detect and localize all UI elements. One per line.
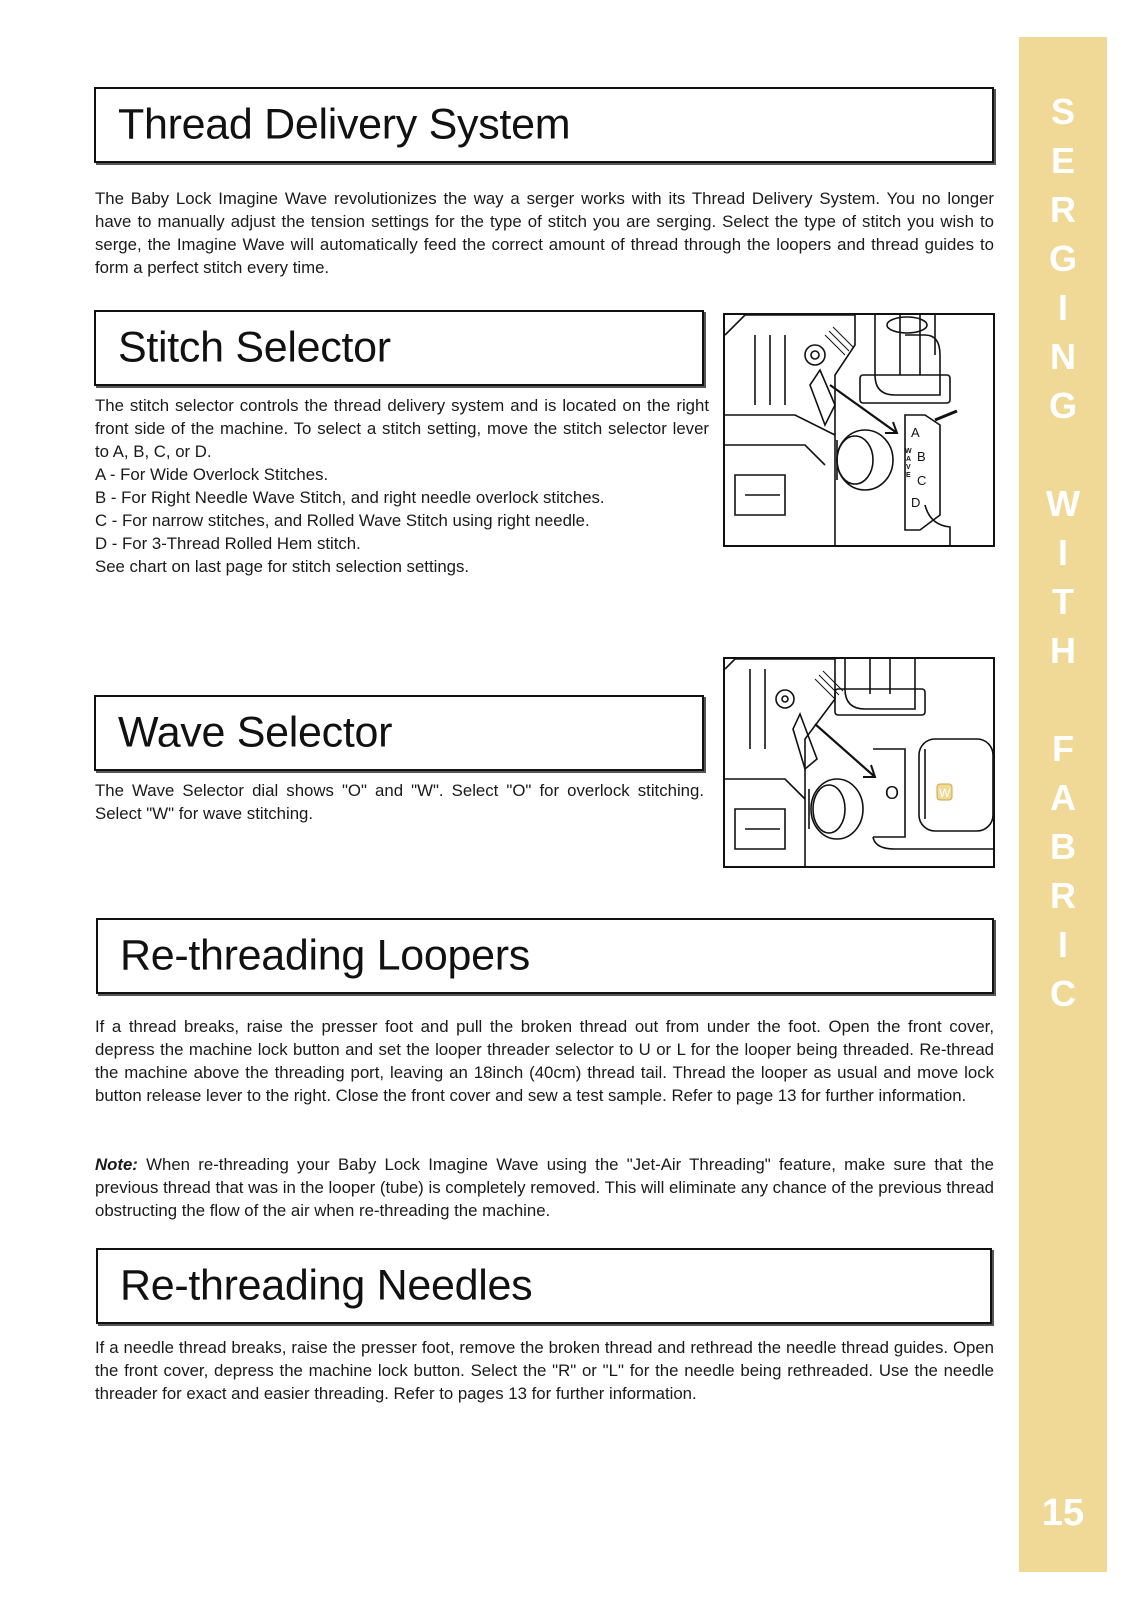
sidebar-letter: C	[1050, 973, 1076, 1014]
wave-selector-body: The Wave Selector dial shows "O" and "W". Select "O" for overlock stitching. Select "W" for wave stitching.	[95, 781, 704, 823]
serger-stitch-selector-drawing	[725, 315, 993, 545]
sidebar-letter: N	[1050, 336, 1076, 377]
sidebar-gap	[1019, 675, 1107, 724]
note-body: When re-threading your Baby Lock Imagine Wave using the "Jet-Air Threading" feature, make sure that the previous thread that was in the looper (tube) is completely removed. This will eliminate any chance of the previous thread obstructing the flow of the air when re-threading the machine.	[95, 1155, 994, 1220]
sidebar-letter: S	[1050, 91, 1075, 132]
stitch-selector-intro: The stitch selector controls the thread delivery system and is located on the right front side of the machine. To select a stitch setting, move the stitch selector lever to A, B, C, or D.	[95, 396, 709, 461]
rethreading-needles-heading-box	[96, 1248, 992, 1324]
svg-text:A: A	[906, 456, 912, 463]
stitch-option-a: A - For Wide Overlock Stitches.	[95, 465, 329, 484]
chapter-sidebar	[1019, 37, 1107, 1572]
thread-delivery-heading-box	[94, 87, 994, 163]
dial-wave-word: W	[905, 448, 912, 455]
dial-label-b: B	[917, 449, 926, 464]
sidebar-letter: G	[1048, 385, 1077, 426]
stitch-selector-title: Stitch Selector	[118, 323, 391, 372]
thread-delivery-body: The Baby Lock Imagine Wave revolutionizes the way a serger works with its Thread Delivery System. You no longer have to manually adjust the tension settings for the type of stitch you are serging. Select the type of stitch you wish to serge, the Imagine Wave will automatically feed the correct amount of thread through the loopers and thread guides to form a perfect stitch every time.	[95, 189, 994, 277]
stitch-chart-reference: See chart on last page for stitch selection settings.	[95, 557, 470, 576]
wave-selector-heading-box	[94, 695, 704, 771]
sidebar-letter: T	[1052, 581, 1074, 622]
sidebar-gap	[1019, 430, 1107, 479]
rethreading-loopers-body: If a thread breaks, raise the presser foot and pull the broken thread out from under the foot. Open the front cover, depress the machine lock button and set the looper threader selector to U or L for the looper being threaded. Re-thread the machine above the threading port, leaving an 18inch (40cm) thread tail. Thread the looper as usual and move lock button release lever to the right. Close the front cover and sew a test sample. Refer to page 13 for further information.	[95, 1017, 994, 1105]
wave-selector-title: Wave Selector	[118, 708, 393, 757]
sidebar-letter: B	[1050, 826, 1076, 867]
stitch-option-d: D - For 3-Thread Rolled Hem stitch.	[95, 534, 361, 553]
rethreading-loopers-title: Re-threading Loopers	[120, 931, 530, 980]
thread-delivery-title: Thread Delivery System	[118, 100, 571, 149]
rethreading-loopers-heading-box	[96, 918, 994, 994]
sidebar-chapter-title	[1019, 87, 1107, 1018]
stitch-option-c: C - For narrow stitches, and Rolled Wave Stitch using right needle.	[95, 511, 590, 530]
rethreading-loopers-note	[95, 1153, 994, 1222]
stitch-selector-illustration	[723, 313, 995, 547]
dial-label-c: C	[917, 473, 927, 488]
rethreading-needles-title: Re-threading Needles	[120, 1261, 533, 1310]
sidebar-letter: A	[1050, 777, 1076, 818]
rethreading-needles-body: If a needle thread breaks, raise the presser foot, remove the broken thread and rethread the needle thread guides. Open the front cover, depress the machine lock button. Select the "R" or "L" for the needle being rethreaded. Use the needle threader for exact and easier threading. Refer to pages 13 for further information.	[95, 1338, 994, 1403]
sidebar-letter: I	[1057, 924, 1068, 965]
note-label: Note:	[95, 1155, 138, 1174]
svg-text:E: E	[906, 472, 911, 479]
wave-selector-illustration	[723, 657, 995, 868]
sidebar-letter: F	[1052, 728, 1074, 769]
sidebar-letter: R	[1050, 875, 1076, 916]
svg-text:V: V	[906, 464, 911, 471]
dial-label-d: D	[911, 495, 921, 510]
stitch-selector-text	[95, 394, 709, 578]
page-number: 15	[1041, 1492, 1085, 1534]
sidebar-letter: I	[1057, 287, 1068, 328]
sidebar-letter: G	[1048, 238, 1077, 279]
sidebar-letter: I	[1057, 532, 1068, 573]
dial-label-o: O	[885, 783, 900, 803]
sidebar-letter: E	[1050, 140, 1075, 181]
stitch-option-b: B - For Right Needle Wave Stitch, and right needle overlock stitches.	[95, 488, 605, 507]
sidebar-letter: W	[1046, 483, 1080, 524]
sidebar-letter: R	[1050, 189, 1076, 230]
stitch-selector-heading-box	[94, 310, 704, 386]
dial-label-w: W	[939, 786, 951, 800]
sidebar-letter: H	[1050, 630, 1076, 671]
serger-wave-dial-drawing	[725, 659, 993, 866]
dial-label-a: A	[911, 425, 920, 440]
